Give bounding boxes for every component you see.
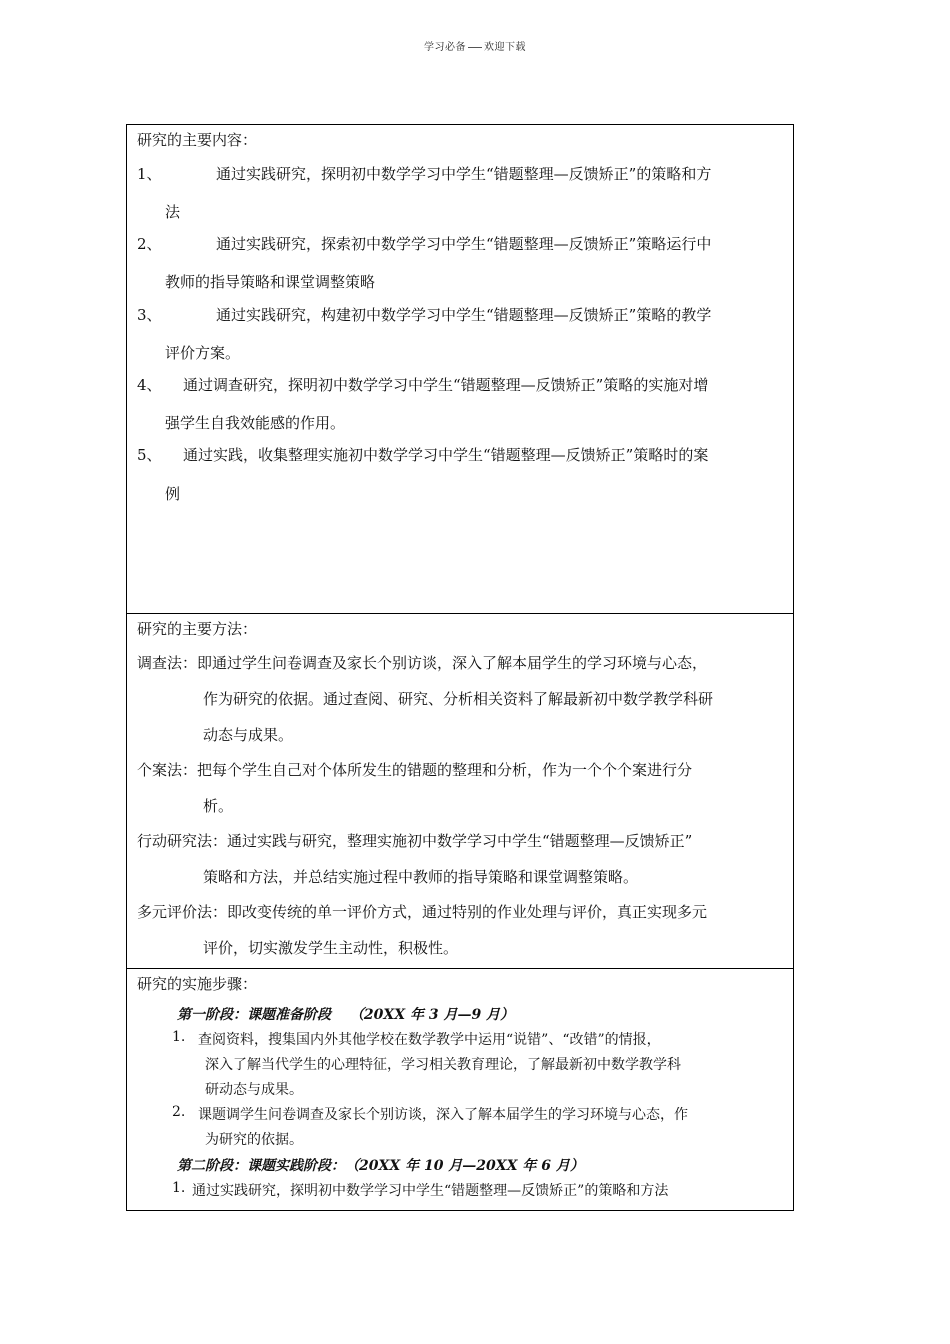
phase-2-item-1-line1: 通过实践研究，探明初中数学学习中学生“错题整理—反馈矫正”的策略和方法 xyxy=(192,1183,669,1199)
implementation-steps-title: 研究的实施步骤： xyxy=(137,975,258,993)
action-method-line2: 策略和方法，并总结实施过程中教师的指导策略和课堂调整策略。 xyxy=(203,868,639,886)
content-item-4-line1: 通过调查研究，探明初中数学学习中学生“错题整理—反馈矫正”策略的实施对增 xyxy=(183,376,709,394)
survey-method-line1: 调查法：即通过学生问卷调查及家长个别访谈，深入了解本届学生的学习环境与心态， xyxy=(137,654,708,672)
content-item-5-line1: 通过实践，收集整理实施初中数学学习中学生“错题整理—反馈矫正”策略时的案 xyxy=(183,446,709,464)
content-item-5-num: 5、 xyxy=(137,446,162,464)
content-item-3-line1: 通过实践研究，构建初中数学学习中学生“错题整理—反馈矫正”策略的教学 xyxy=(216,306,712,324)
research-content-title: 研究的主要内容： xyxy=(137,131,258,149)
header-right-text: 欢迎下载 xyxy=(484,42,526,53)
content-item-5-line2: 例 xyxy=(165,485,181,503)
content-item-3-line2: 评价方案。 xyxy=(165,344,241,362)
phase-1-item-1-num: 1. xyxy=(172,1029,186,1045)
multi-eval-method-line1: 多元评价法：即改变传统的单一评价方式，通过特别的作业处理与评价，真正实现多元 xyxy=(137,903,708,921)
content-item-1-line1: 通过实践研究，探明初中数学学习中学生“错题整理—反馈矫正”的策略和方 xyxy=(216,165,712,183)
action-method-line1: 行动研究法：通过实践与研究，整理实施初中数学学习中学生“错题整理—反馈矫正” xyxy=(137,832,693,850)
content-item-4-line2: 强学生自我效能感的作用。 xyxy=(165,414,346,432)
phase-1-item-1-line1: 查阅资料，搜集国内外其他学校在数学教学中运用“说错”、“改错”的情报， xyxy=(198,1032,661,1048)
survey-method-line3: 动态与成果。 xyxy=(203,726,294,744)
content-item-1-num: 1、 xyxy=(137,165,162,183)
case-method-line1: 个案法：把每个学生自己对个体所发生的错题的整理和分析，作为一个个个案进行分 xyxy=(137,761,693,779)
header-underline xyxy=(468,47,482,48)
phase-2-item-1-num: 1. xyxy=(172,1180,186,1196)
page-header xyxy=(0,38,950,53)
research-content-cell xyxy=(126,124,794,614)
survey-method-line2: 作为研究的依据。通过查阅、研究、分析相关资料了解最新初中数学教学科研 xyxy=(203,690,714,708)
content-item-2-line2: 教师的指导策略和课堂调整策略 xyxy=(165,273,376,291)
phase-1-item-1-line2: 深入了解当代学生的心理特征，学习相关教育理论，了解最新初中数学教学科 xyxy=(205,1057,681,1073)
research-methods-title: 研究的主要方法： xyxy=(137,620,258,638)
content-item-4-num: 4、 xyxy=(137,376,162,394)
header-left-text: 学习必备 xyxy=(424,42,466,53)
content-item-2-num: 2、 xyxy=(137,235,162,253)
phase-1-item-1-line3: 研动态与成果。 xyxy=(205,1082,303,1098)
content-item-2-line1: 通过实践研究，探索初中数学学习中学生“错题整理—反馈矫正”策略运行中 xyxy=(216,235,712,253)
content-item-3-num: 3、 xyxy=(137,306,162,324)
research-methods-cell xyxy=(126,613,794,969)
phase-1-item-2-line2: 为研究的依据。 xyxy=(205,1132,303,1148)
phase-1-item-2-num: 2. xyxy=(172,1104,186,1120)
phase-1-item-2-line1: 课题调学生问卷调查及家长个别访谈，深入了解本届学生的学习环境与心态，作 xyxy=(198,1107,688,1123)
multi-eval-method-line2: 评价，切实激发学生主动性，积极性。 xyxy=(203,939,459,957)
case-method-line2: 析。 xyxy=(203,797,234,815)
phase-1-heading: 第一阶段：课题准备阶段 （20XX 年 3 月—9 月） xyxy=(177,1007,515,1023)
implementation-steps-cell xyxy=(126,968,794,1211)
phase-2-heading: 第二阶段：课题实践阶段：（20XX 年 10 月—20XX 年 6 月） xyxy=(177,1158,584,1174)
content-item-1-line2: 法 xyxy=(165,203,181,221)
